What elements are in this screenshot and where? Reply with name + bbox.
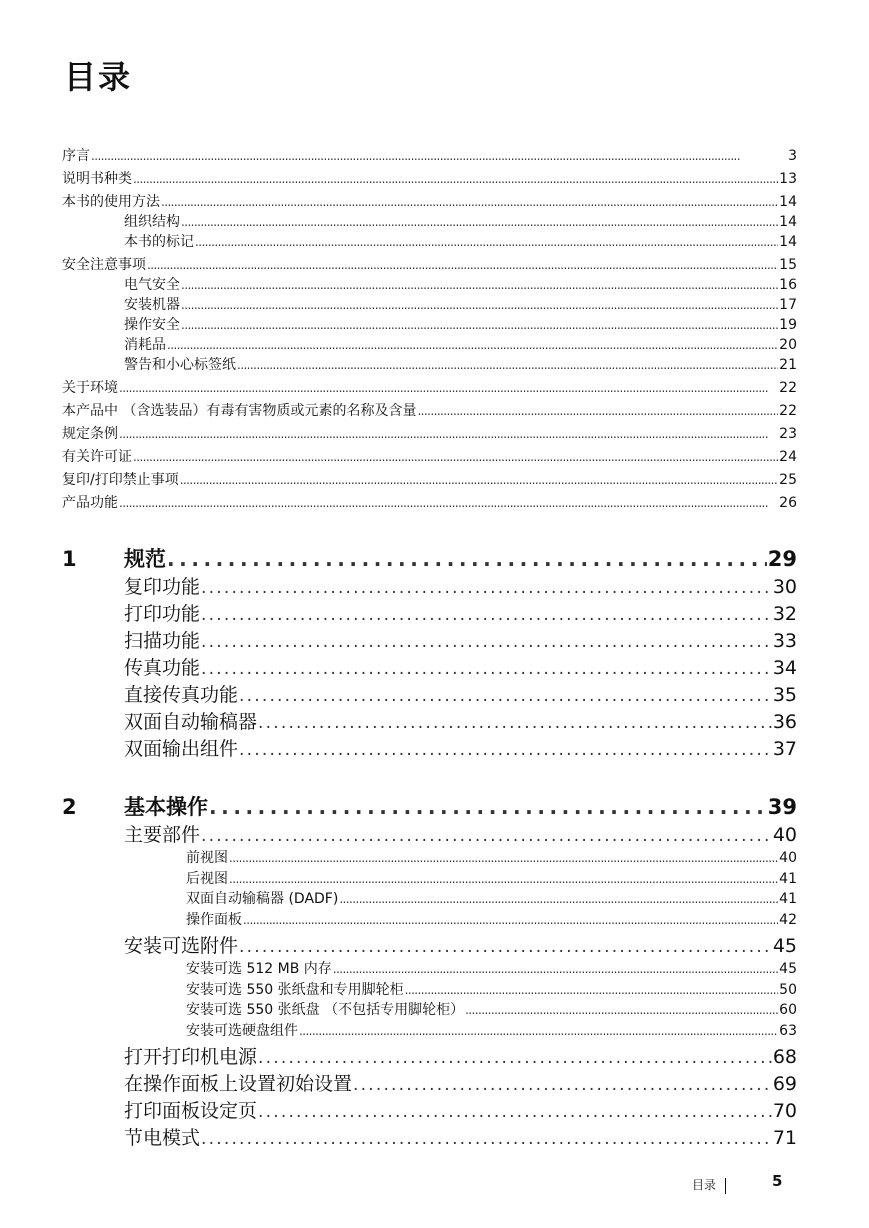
toc-entry[interactable] <box>62 424 797 444</box>
toc-entry[interactable] <box>62 493 797 513</box>
dot-leader <box>181 315 778 335</box>
toc-entry-page: 14 <box>779 214 797 230</box>
dot-leader <box>237 355 778 375</box>
toc-entry-page: 24 <box>779 449 797 465</box>
toc-entry-page: 19 <box>779 317 797 333</box>
toc-entry-label: 本产品中 （含选装品）有毒有害物质或元素的名称及含量 <box>62 403 417 419</box>
dot-leader <box>258 710 772 736</box>
dot-leader <box>209 792 767 822</box>
toc-entry-label: 复印功能 <box>124 576 201 598</box>
subsection-entry[interactable] <box>186 1000 797 1020</box>
toc-entry-label: 规定条例 <box>62 426 118 442</box>
section-entry[interactable] <box>124 682 797 709</box>
toc-entry[interactable] <box>62 169 797 189</box>
toc-entry-label: 扫描功能 <box>124 630 201 652</box>
dot-leader <box>465 1000 778 1020</box>
toc-entry-label: 双面输出组件 <box>124 738 239 760</box>
section-entry[interactable] <box>124 1071 797 1098</box>
toc-entry-label: 组织结构 <box>124 214 180 230</box>
dot-leader <box>353 1072 772 1098</box>
toc-entry[interactable] <box>62 146 797 166</box>
dot-leader <box>201 823 772 849</box>
subsection-entry[interactable] <box>186 869 797 889</box>
toc-entry-label: 安装机器 <box>124 297 180 313</box>
toc-entry-page: 29 <box>767 547 797 571</box>
dot-leader <box>180 470 778 490</box>
dot-leader <box>147 255 778 275</box>
toc-entry-label: 复印/打印禁止事项 <box>62 472 179 488</box>
toc-entry[interactable] <box>62 470 797 490</box>
toc-entry-page: 23 <box>779 426 797 442</box>
toc-entry-page: 34 <box>772 657 797 679</box>
toc-entry-page: 15 <box>779 257 797 273</box>
toc-subentry[interactable] <box>124 232 797 252</box>
toc-entry-label: 双面自动输稿器 <box>124 711 258 733</box>
toc-entry-page: 35 <box>772 684 797 706</box>
toc-subentry[interactable] <box>124 315 797 335</box>
section-entry[interactable] <box>124 655 797 682</box>
section-entry[interactable] <box>124 1098 797 1125</box>
toc-entry-label: 安装可选附件 <box>124 935 239 957</box>
dot-leader <box>119 424 778 444</box>
toc-subentry[interactable] <box>124 275 797 295</box>
toc-entry-label: 安装可选硬盘组件 <box>186 1022 298 1039</box>
dot-leader <box>119 493 778 513</box>
section-entry[interactable] <box>124 574 797 601</box>
toc-entry-page: 39 <box>767 795 797 819</box>
dot-leader <box>91 146 787 166</box>
toc-entry-label: 后视图 <box>186 870 228 887</box>
toc-entry-label: 直接传真功能 <box>124 684 239 706</box>
dot-leader <box>299 1021 778 1041</box>
toc-entry-label: 规范 <box>124 547 166 571</box>
footer-label: 目录 <box>692 1178 717 1192</box>
toc-entry-label: 产品功能 <box>62 495 118 511</box>
dot-leader <box>201 602 772 628</box>
dot-leader <box>239 934 772 960</box>
dot-leader <box>201 575 772 601</box>
toc-entry-label: 关于环境 <box>62 380 118 396</box>
toc-entry-label: 安装可选 550 张纸盘 （不包括专用脚轮柜） <box>186 1002 465 1018</box>
toc-entry-page: 30 <box>772 576 797 598</box>
dot-leader <box>405 980 779 1000</box>
section-entry[interactable] <box>124 1044 797 1071</box>
dot-leader <box>181 295 778 315</box>
dot-leader <box>333 959 778 979</box>
dot-leader <box>181 275 778 295</box>
section-entry[interactable] <box>124 709 797 736</box>
toc-entry-label: 主要部件 <box>124 824 201 846</box>
toc-entry-label: 传真功能 <box>124 657 201 679</box>
toc-entry-label: 消耗品 <box>124 337 166 353</box>
section-entry[interactable] <box>124 822 797 849</box>
chapter-number: 2 <box>62 795 77 819</box>
dot-leader <box>181 212 778 232</box>
toc-entry-page: 25 <box>779 472 797 488</box>
toc-entry-page: 63 <box>779 1022 797 1039</box>
dot-leader <box>201 1126 772 1152</box>
toc-entry[interactable] <box>62 192 797 212</box>
toc-entry[interactable] <box>62 447 797 467</box>
dot-leader <box>229 869 778 889</box>
toc-entry-label: 操作安全 <box>124 317 180 333</box>
dot-leader <box>201 629 772 655</box>
toc-entry-page: 41 <box>779 891 797 907</box>
toc-entry-label: 有关许可证 <box>62 449 132 465</box>
chapter-entry[interactable] <box>124 544 797 574</box>
toc-entry-page: 45 <box>772 935 797 957</box>
dot-leader <box>133 447 778 467</box>
toc-entry-label: 节电模式 <box>124 1127 201 1149</box>
toc-subentry[interactable] <box>124 355 797 375</box>
toc-entry[interactable] <box>62 401 797 421</box>
toc-entry-label: 在操作面板上设置初始设置 <box>124 1073 353 1095</box>
toc-subentry[interactable] <box>124 335 797 355</box>
page-title: 目录 <box>64 58 133 96</box>
subsection-entry[interactable] <box>186 980 797 1000</box>
chapter-number: 1 <box>62 547 77 571</box>
toc-entry-page: 42 <box>779 911 797 928</box>
toc-subentry[interactable] <box>124 295 797 315</box>
subsection-entry[interactable] <box>186 1021 797 1041</box>
subsection-entry[interactable] <box>186 910 797 930</box>
toc-entry-page: 32 <box>772 603 797 625</box>
toc-entry-label: 前视图 <box>186 850 228 866</box>
subsection-entry[interactable] <box>186 889 797 909</box>
toc-entry-page: 14 <box>779 194 797 210</box>
toc-entry-label: 本书的标记 <box>124 234 194 250</box>
toc-entry-page: 21 <box>779 357 797 373</box>
toc-entry-page: 14 <box>779 234 797 250</box>
dot-leader <box>167 544 767 574</box>
toc-entry-label: 打印功能 <box>124 603 201 625</box>
toc-entry-page: 50 <box>779 981 797 998</box>
dot-leader <box>133 169 778 189</box>
section-entry[interactable] <box>124 933 797 960</box>
toc-entry-label: 电气安全 <box>124 277 180 293</box>
dot-leader <box>417 401 778 421</box>
toc-entry-page: 40 <box>779 850 797 866</box>
toc-entry-page: 22 <box>779 380 797 396</box>
toc-entry-label: 说明书种类 <box>62 171 132 187</box>
dot-leader <box>161 192 778 212</box>
dot-leader <box>195 232 778 252</box>
toc-entry[interactable] <box>62 255 797 275</box>
dot-leader <box>119 378 778 398</box>
dot-leader <box>258 1099 772 1125</box>
dot-leader <box>239 683 772 709</box>
toc-entry-page: 40 <box>772 824 797 846</box>
toc-entry-label: 警告和小心标签纸 <box>124 357 236 373</box>
toc-entry-page: 69 <box>772 1073 797 1095</box>
section-entry[interactable] <box>124 1125 797 1152</box>
toc-entry-page: 26 <box>779 495 797 511</box>
toc-entry-label: 本书的使用方法 <box>62 194 160 210</box>
section-entry[interactable] <box>124 601 797 628</box>
dot-leader <box>229 848 778 868</box>
dot-leader <box>243 910 778 930</box>
toc-entry-label: 安全注意事项 <box>62 257 146 273</box>
toc-entry-page: 17 <box>779 297 797 313</box>
toc-entry-page: 33 <box>772 630 797 652</box>
toc-entry-page: 60 <box>779 1002 797 1018</box>
toc-entry-page: 3 <box>788 148 797 164</box>
toc-entry-label: 双面自动输稿器 (DADF) <box>186 891 339 907</box>
dot-leader <box>339 889 778 909</box>
toc-entry-label: 安装可选 550 张纸盘和专用脚轮柜 <box>186 981 404 998</box>
toc-entry-page: 70 <box>772 1100 797 1122</box>
footer-divider <box>725 1178 726 1194</box>
toc-entry-page: 41 <box>779 870 797 887</box>
toc-entry-label: 操作面板 <box>186 911 242 928</box>
toc-entry-page: 22 <box>779 403 797 419</box>
dot-leader <box>201 656 772 682</box>
toc-entry-page: 36 <box>772 711 797 733</box>
toc-entry-page: 37 <box>772 738 797 760</box>
toc-entry-page: 45 <box>779 961 797 977</box>
subsection-entry[interactable] <box>186 959 797 979</box>
subsection-entry[interactable] <box>186 848 797 868</box>
toc-entry-page: 20 <box>779 337 797 353</box>
toc-entry[interactable] <box>62 378 797 398</box>
toc-entry-label: 打印面板设定页 <box>124 1100 258 1122</box>
dot-leader <box>258 1045 772 1071</box>
toc-entry-page: 68 <box>772 1046 797 1068</box>
toc-subentry[interactable] <box>124 212 797 232</box>
footer-page-number: 5 <box>772 1172 783 1190</box>
toc-entry-label: 打开打印机电源 <box>124 1046 258 1068</box>
toc-entry-label: 基本操作 <box>124 795 208 819</box>
dot-leader <box>167 335 778 355</box>
toc-entry-page: 71 <box>772 1127 797 1149</box>
section-entry[interactable] <box>124 628 797 655</box>
toc-entry-page: 13 <box>779 171 797 187</box>
dot-leader <box>239 737 772 763</box>
toc-entry-page: 16 <box>779 277 797 293</box>
toc-entry-label: 序言 <box>62 148 90 164</box>
chapter-entry[interactable] <box>124 792 797 822</box>
toc-entry-label: 安装可选 512 MB 内存 <box>186 961 332 977</box>
section-entry[interactable] <box>124 736 797 763</box>
